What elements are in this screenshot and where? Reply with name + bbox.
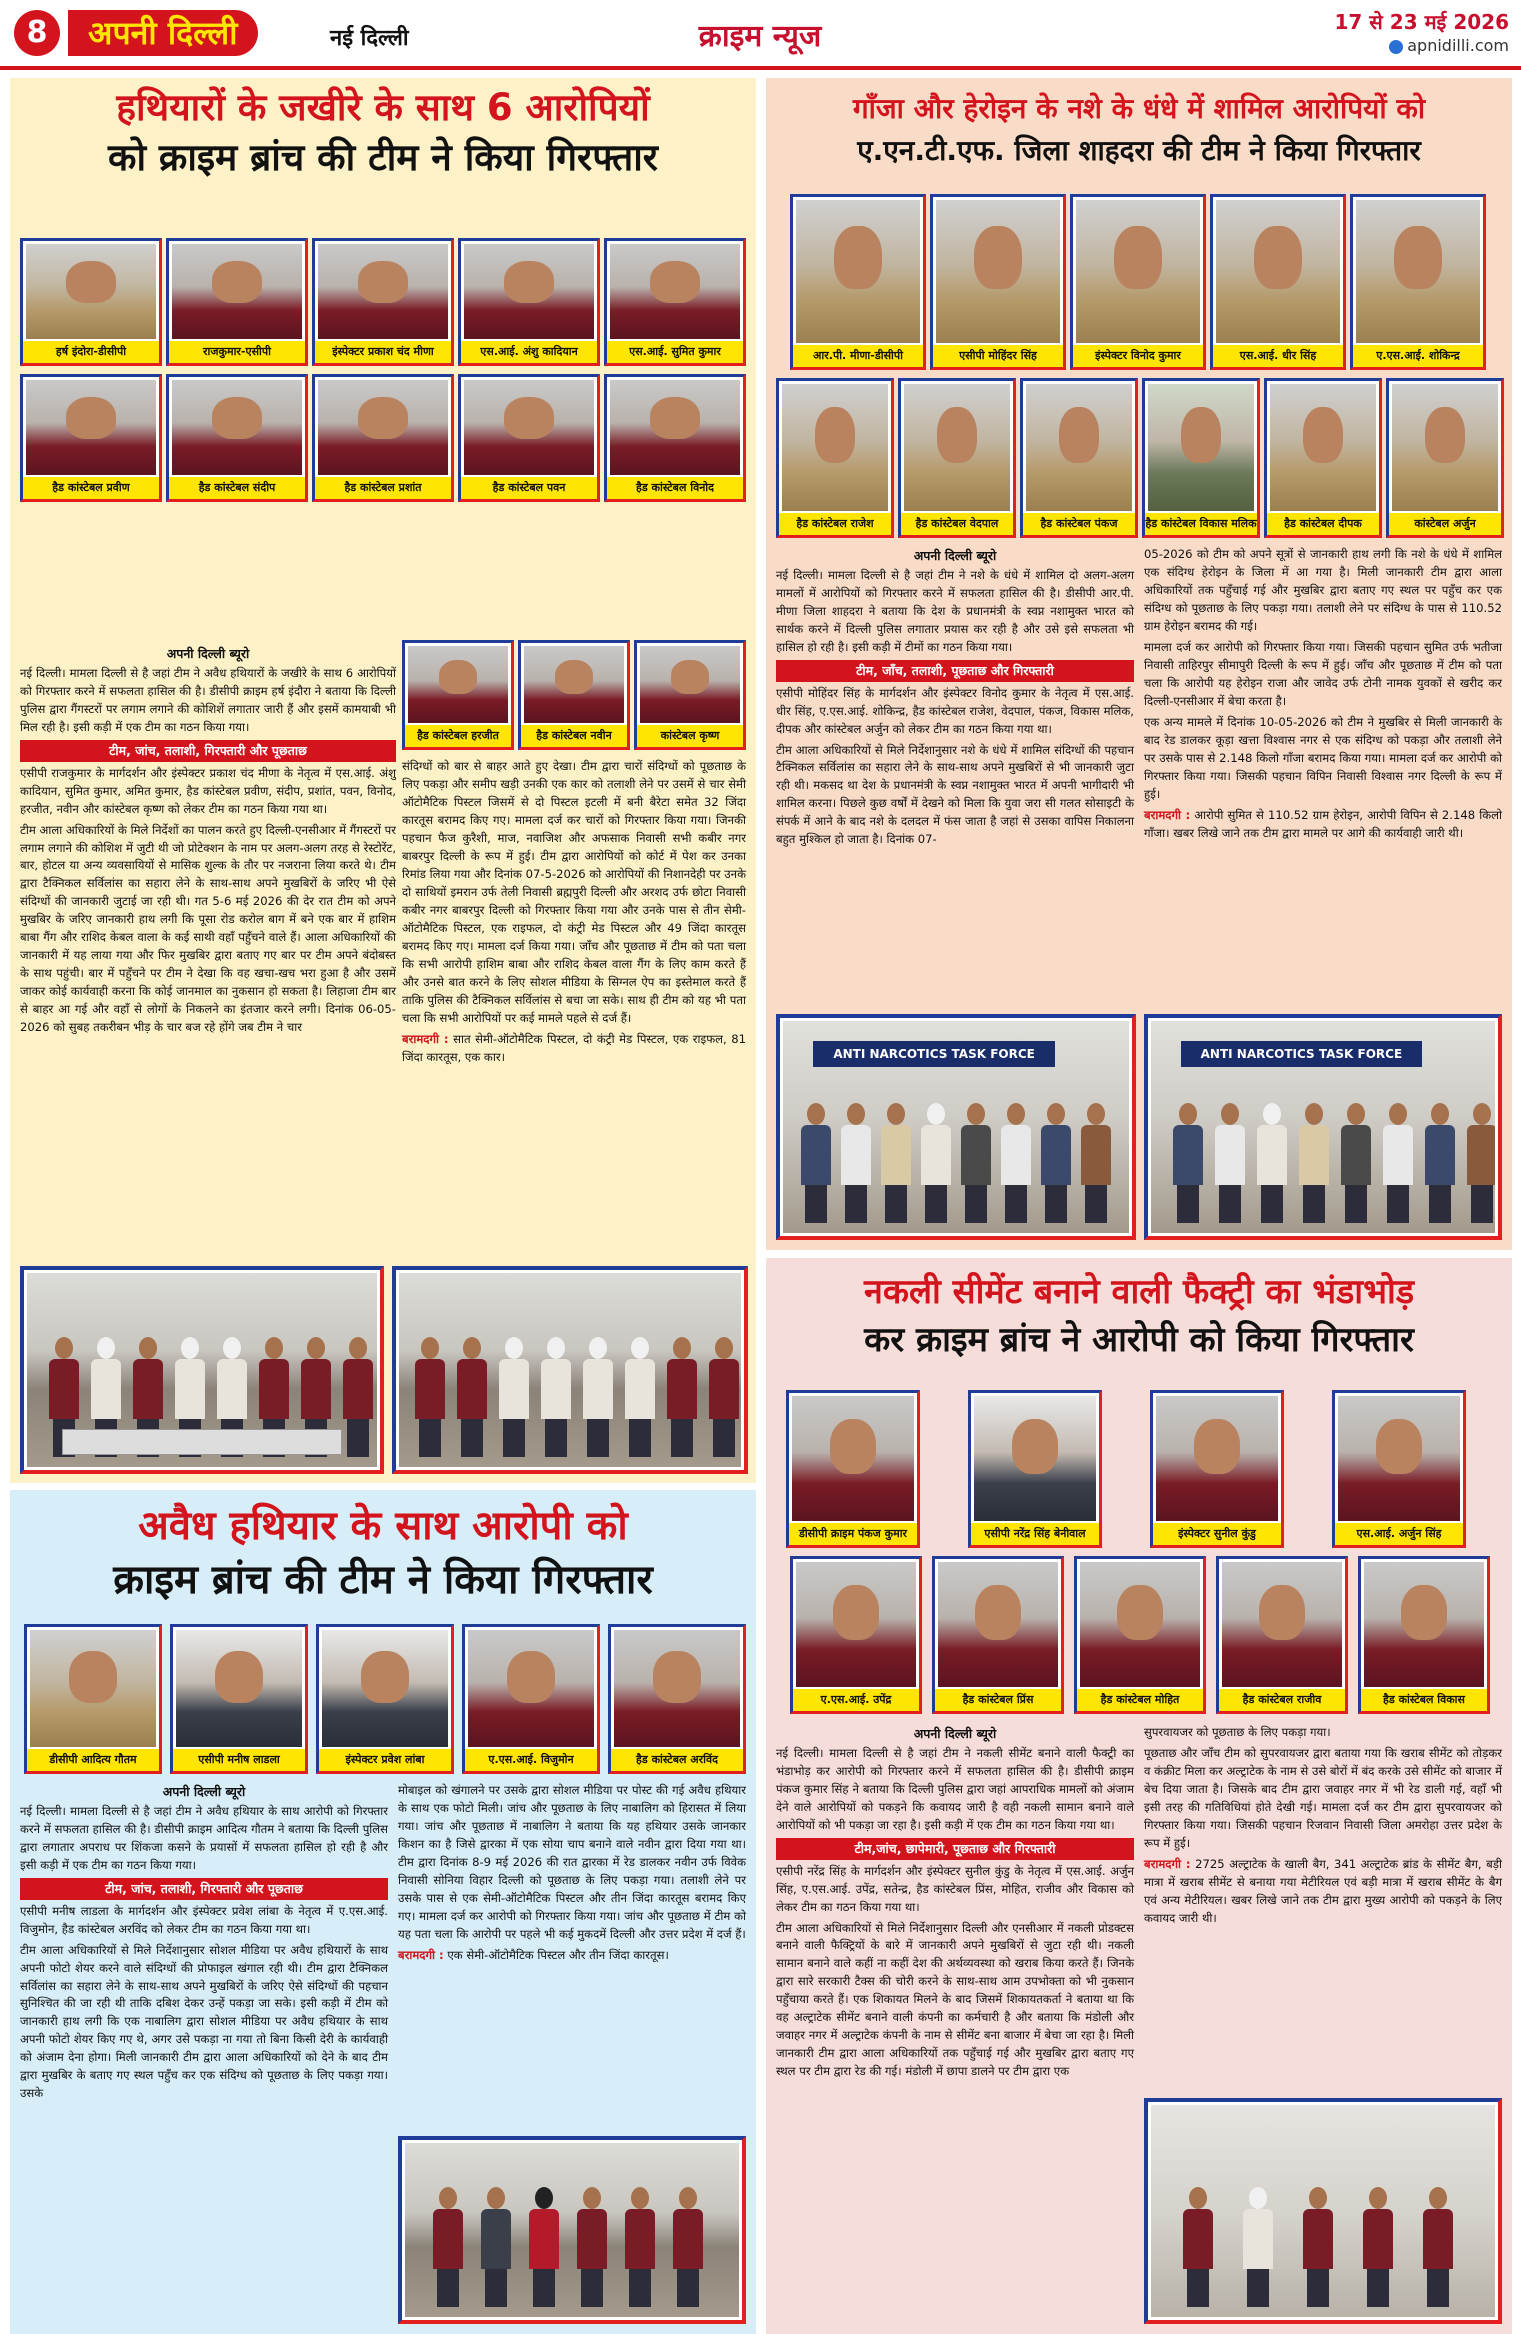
officer-photo — [518, 640, 630, 750]
story4-column2 — [1144, 1724, 1502, 1931]
story4-recovery-label: बरामदगी : — [1144, 1856, 1191, 1871]
story2-body4: मामला दर्ज कर आरोपी को गिरफ्तार किया गया। जिसकी पहचान सुमित उर्फ भतीजा निवासी ताहिरपुर सीमापुरी दिल्ली के रूप में हुई। जाँच और पूछताछ में टीम को पता चला कि आरोपी यह हेरोइन राजा और जावेद उर्फ टोनी नामक युवकों से खरीद कर दिल्ली-एनसीआर में बेचा करता है। — [1144, 639, 1502, 708]
officer-photo — [1216, 1556, 1348, 1714]
officer-photo — [1150, 1390, 1284, 1548]
officer-caption: एसीपी नरेंद्र सिंह बेनीवाल — [971, 1523, 1099, 1545]
officer-photo — [312, 238, 454, 366]
officer-caption: आर.पी. मीणा-डीसीपी — [793, 345, 923, 367]
officer-photo — [786, 1390, 920, 1548]
group-photo-image — [1151, 2105, 1495, 2317]
story3-subhead: टीम, जांच, तलाशी, गिरफ्तारी और पूछताछ — [20, 1878, 388, 1899]
officer-photo — [1358, 1556, 1490, 1714]
story2-body1: एसीपी मोहिंदर सिंह के मार्गदर्शन और इंस्पेक्टर विनोद कुमार के नेतृत्व में एस.आई. धीर सिंह, ए.एस.आई. शोकिन्द्र, हैड कांस्टेबल राजेश, वेदपाल, पंकज, विकास मलिक, दीपक और कांस्टेबल अर्जुन को लेकर टीम का गठन किया गया था। — [776, 685, 1134, 736]
story2-group-photo-right — [1144, 1014, 1502, 1240]
story2-headline-line1: गाँजा और हेरोइन के नशे के धंधे में शामिल आरोपियों को — [852, 92, 1426, 125]
officer-image — [1216, 200, 1340, 343]
story4-body3: सुपरवायजर को पूछताछ के लिए पकड़ा गया। — [1144, 1725, 1331, 1739]
officer-caption: हैड कांस्टेबल वेदपाल — [901, 513, 1013, 535]
officer-photo — [316, 1624, 454, 1774]
officer-photo — [790, 194, 926, 370]
officer-caption: हैड कांस्टेबल विकास मलिक — [1145, 513, 1257, 535]
story3-body1: एसीपी मनीष लाडला के मार्गदर्शन और इंस्पेक्टर प्रवेश लांबा के नेतृत्व में ए.एस.आई. विजुमोन, हैड कांस्टेबल अरविंद को लेकर टीम का गठन किया गया था। — [20, 1903, 388, 1936]
story2-recovery-label: बरामदगी : — [1144, 807, 1191, 822]
story2-officer-row1 — [790, 194, 1486, 370]
officer-caption: हैड कांस्टेबल संदीप — [169, 477, 305, 499]
story4-recovery — [1144, 1856, 1502, 1928]
officer-photo — [790, 1556, 922, 1714]
group-photo-image — [399, 1273, 741, 1467]
officer-image — [30, 1630, 156, 1747]
story2-recovery — [1144, 807, 1502, 843]
officer-caption: हर्ष इंदोरा-डीसीपी — [23, 341, 159, 363]
story3-body2: टीम आला अधिकारियों से मिले निर्देशानुसार सोशल मीडिया पर अवैध हथियारों के साथ अपनी फोटो शेयर करने वाले संदिग्धों की प्रोफाइल खंगाल रही थी। टीम द्वारा टैक्निकल सर्विलांस का सहारा लेने के साथ-साथ अपने मुखबिरों के जरिए ऐसे संदिग्धों की पहचान सुनिश्चित की जा रही थी ताकि दबिश देकर उन्हें पकड़ा जा सके। इसी कड़ी में टीम को जानकारी हाथ लगी कि एक नाबालिग द्वारा सोशल मीडिया पर अवैध हथियार के साथ अपनी फोटो शेयर किए गए थे, अगर उसे पकड़ा ना गया तो बिना किसी देरी के कार्यवाही को अंजाम देना होगा। मिली जानकारी टीम द्वारा आला अधिकारियों को देने के बाद टीम द्वारा मुखबिर के बताए गए स्थल पहुँच कर एक संदिग्ध को पूछताछ के लिए पकड़ा गया। उसके — [20, 1942, 388, 2101]
officer-image — [1392, 384, 1498, 511]
website-text: apnidilli.com — [1407, 36, 1509, 55]
officer-photo — [24, 1624, 162, 1774]
officer-image — [26, 244, 156, 339]
officer-photo — [932, 1556, 1064, 1714]
story1-intro: नई दिल्ली। मामला दिल्ली से है जहां टीम ने अवैध हथियारों के जखीरे के साथ 6 आरोपियों को गिरफ्तार करने में सफलता हासिल की है। डीसीपी क्राइम हर्ष इंदौरा ने बताया कि दिल्ली पुलिस द्वारा गैंगस्टरों पर लगाम लगाने की कोशिशें लगातार जारी हैं और इसमें कामयाबी भी मिल रही है। इसी कड़ी में एक टीम का गठन किया गया। — [20, 666, 396, 735]
story1-headline-line1: हथियारों के जखीरे के साथ 6 आरोपियों — [116, 86, 650, 129]
officer-photo — [604, 374, 746, 502]
officer-image — [524, 646, 624, 723]
officer-caption: हैड कांस्टेबल पंकज — [1023, 513, 1135, 535]
officer-caption: एस.आई. धीर सिंह — [1213, 345, 1343, 367]
officer-photo — [634, 640, 746, 750]
officer-image — [468, 1630, 594, 1747]
story2-recovery-text: आरोपी सुमित से 110.52 ग्राम हेरोइन, आरोपी विपिन से 2.148 किलो गाँजा। खबर लिखे जाने तक टीम द्वारा मामले पर आगे की कार्यवाही जारी थी। — [1144, 807, 1502, 840]
officer-caption: कांस्टेबल कृष्ण — [637, 725, 743, 747]
story-weapons-cache — [10, 78, 756, 1483]
story1-recovery-text: सात सेमी-ऑटोमैटिक पिस्टल, दो कंट्री मेड पिस्टल, एक राइफल, 81 जिंदा कारतूस, एक कार। — [402, 1031, 746, 1064]
officer-photo — [20, 374, 162, 502]
officer-caption: हैड कांस्टेबल राजीव — [1219, 1689, 1345, 1711]
officer-caption: इंस्पेक्टर विनोद कुमार — [1073, 345, 1203, 367]
story2-headline-line2: ए.एन.टी.एफ. जिला शाहदरा की टीम ने किया गिरफ्तार — [857, 134, 1421, 167]
story-antf-drugs — [766, 78, 1512, 1250]
issue-date: 17 से 23 मई 2026 — [1334, 10, 1509, 34]
officer-photo — [1350, 194, 1486, 370]
officer-photo — [170, 1624, 308, 1774]
officer-image — [318, 380, 448, 475]
story1-body2: टीम आला अधिकारियों के मिले निर्देशों का पालन करते हुए दिल्ली-एनसीआर में गैंगस्टरों पर लगाम लगाने की कोशिश में जुटी थी जो प्रोटेक्शन के नाम पर अलग-अलग तरह से रेस्टोरेंट, बार, होटल या अन्य व्यवसायियों से मासिक शुल्क के तौर पर नजराना लिया करते थे। टीम द्वारा टैक्निकल सर्विलांस का सहारा लेने के साथ-साथ अपने मुखबिरों के जरिए भी ऐसे संदिग्धों की जानकारी जुटाई जा रही थी। गत 5-6 मई 2026 की देर रात टीम को अपने मुखबिर के जरिए जानकारी हाथ लगी कि पूसा रोड करोल बाग में बने एक बार में हाशिम बाबा गैंग और राशिद केबल वाला के कई साथी वहाँ पहुँचने वाले हैं। आला अधिकारियों की जानकारी में यह लाया गया और फिर मुखबिर द्वारा बताए गए बार पर टीम अपने बंदोबस्त के साथ पहुंची। बार में पहुँचने पर टीम ने देखा कि वह खचा-खच भरा हुआ है और उसमें जाकर कोई कार्यवाही करना कि कोई जानमाल का नुकसान हो सकता है। लिहाजा टीम बार से बाहर आ गई और वहाँ से लोगों के निकलने का इंतजार करने लगी। दिनांक 06-05-2026 को सुबह तकरीबन भीड़ के चार बज रहे होंगे जब टीम ने चार — [20, 822, 396, 1035]
officer-photo — [1264, 378, 1382, 538]
story3-column2 — [398, 1782, 746, 1968]
officer-caption: एस.आई. सुमित कुमार — [607, 341, 743, 363]
story3-officer-row — [24, 1624, 746, 1774]
officer-image — [1076, 200, 1200, 343]
story2-officer-row2 — [776, 378, 1504, 538]
story1-officer-row3 — [402, 640, 746, 750]
story2-body2: टीम आला अधिकारियों से मिले निर्देशानुसार नशे के धंधे में शामिल संदिग्धों की पहचान टैक्निकल सर्विलांस का सहारा लेने के साथ-साथ अपने मुखबिरों से भी जानकारी जुटा रही थी। मकसद था देश के प्रधानमंत्री के स्वप्न नशामुक्त भारत में अपनी भागीदारी भी शामिल करना। पिछले कुछ वर्षों में देखने को मिला कि युवा जरा सी गलत सोसाइटी के संपर्क में आने के बाद नशे के दलदल में फंस जाता है जहां से उसका वापिस निकालना बहुत मुश्किल हो जाता है। दिनांक 07- — [776, 742, 1134, 847]
officer-image — [318, 244, 448, 339]
officer-caption: डीसीपी आदित्य गौतम — [27, 1749, 159, 1771]
story4-body4: पूछताछ और जाँच टीम को सुपरवायजर द्वारा बताया गया कि खराब सीमेंट को तोड़कर व कंक्रीट मिला कर अल्ट्राटेक के नाम से उसे बोरों में बंद करके उसे सीमेंट को बाजार में बेच दिया जाता है। जिसके बाद टीम द्वारा जवाहर नगर में भी रेड डाली गई, वहाँ भी इसी तरह की गतिविधियां होते देखी गई। मामला दर्ज कर टीम द्वारा सुपरवायजर को गिरफ्तार किया गया। जिसकी पहचान रिजवान निवासी जिला अमरोहा उत्तर प्रदेश के रूप में हुई। — [1144, 1745, 1502, 1850]
story1-officer-row1 — [20, 238, 746, 366]
officer-image — [1270, 384, 1376, 511]
officer-caption: कांस्टेबल अर्जुन — [1389, 513, 1501, 535]
story4-headline-line2: कर क्राइम ब्रांच ने आरोपी को किया गिरफ्तार — [864, 1320, 1414, 1360]
officer-image — [782, 384, 888, 511]
officer-image — [172, 380, 302, 475]
officer-caption: हैड कांस्टेबल प्रशांत — [315, 477, 451, 499]
officer-caption: हैड कांस्टेबल पवन — [461, 477, 597, 499]
officer-caption: डीसीपी क्राइम पंकज कुमार — [789, 1523, 917, 1545]
story2-group-photo-left — [776, 1014, 1136, 1240]
story4-byline: अपनी दिल्ली ब्यूरो — [913, 1726, 997, 1741]
officer-caption: हैड कांस्टेबल नवीन — [521, 725, 627, 747]
officer-photo — [166, 238, 308, 366]
officer-photo — [166, 374, 308, 502]
officer-caption: इंस्पेक्टर सुनील कुंडु — [1153, 1523, 1281, 1545]
group-photo-image — [27, 1273, 377, 1467]
officer-caption: हैड कांस्टेबल प्रवीण — [23, 477, 159, 499]
story4-officer-row1 — [786, 1390, 1466, 1548]
officer-caption: हैड कांस्टेबल विनोद — [607, 477, 743, 499]
story3-recovery-text: एक सेमी-ऑटोमैटिक पिस्टल और तीन जिंदा कारतूस। — [447, 1947, 669, 1962]
officer-photo — [1332, 1390, 1466, 1548]
officer-photo — [458, 238, 600, 366]
story4-recovery-text: 2725 अल्ट्राटेक के खाली बैग, 341 अल्ट्राटेक ब्रांड के सीमेंट बैग, बड़ी मात्रा में खराब सीमेंट से बनाया गया मेटीरियल एवं बड़ी मात्रा में खराब सीमेंट के बैग एवं अन्य मेटीरियल। खबर लिखे जाने तक टीम द्वारा मुख्य आरोपी को पकड़ने के लिए कवायद जारी थी। — [1144, 1856, 1502, 1925]
officer-photo — [1020, 378, 1138, 538]
story4-intro: नई दिल्ली। मामला दिल्ली से है जहां टीम ने नकली सीमेंट बनाने वाली फैक्ट्री का भंडाभोड़ कर आरोपी को गिरफ्तार करने में सफलता हासिल की है। डीसीपी क्राइम पंकज कुमार सिंह ने बताया कि दिल्ली पुलिस द्वारा जहां आपराधिक मामलों को अंजाम देने वाले आरोपियों को पकड़ने कि कवायद जारी है वही नकली सामान बनाने वाले आरोपियों को भी पकड़ा जा रहा है। इसी कड़ी में एक टीम का गठन किया गया था। — [776, 1746, 1134, 1833]
city-label: नई दिल्ली — [330, 26, 409, 51]
officer-photo — [1142, 378, 1260, 538]
officer-image — [610, 244, 740, 339]
officer-image — [614, 1630, 740, 1747]
category-label: क्राइम न्यूज — [698, 19, 822, 54]
officer-image — [172, 244, 302, 339]
story3-recovery — [398, 1947, 746, 1965]
story1-recovery-label: बरामदगी : — [402, 1031, 449, 1046]
globe-icon — [1389, 40, 1403, 54]
story1-body3: संदिग्धों को बार से बाहर आते हुए देखा। टीम द्वारा चारों संदिग्धों को पूछताछ के लिए पकड़ा और समीप खड़ी उनकी एक कार को तलाशी लेने पर उसमें से चार सेमी ऑटोमैटिक पिस्टल जिसमें से दो पिस्टल इटली में बनी बैरेटा समेत 32 जिंदा कारतूस बरामद किए गए। मामला दर्ज कर चारों को गिरफ्तार किया गया। जिनकी पहचान फैज कुरैशी, माज, नवाजिश और अफसाक निवासी सभी कबीर नगर बाबरपुर दिल्ली के रूप में हुई। टीम द्वारा आरोपियों को कोर्ट में पेश कर उनका रिमांड लिया गया और दिनांक 07-5-2026 को आरोपियों की निशानदेही पर उनके दो साथियों इमरान उर्फ तेली निवासी ब्रह्मपुरी दिल्ली और अरशद उर्फ छोटा निवासी कबीर नगर बाबरपुर दिल्ली को गिरफ्तार किया गया और उनके पास से तीन सेमी-ऑटोमैटिक पिस्टल, एक राइफल, दो कंट्री मेड पिस्टल और 49 जिंदा कारतूस बरामद किए गए। मामला दर्ज किया गया। जाँच और पूछताछ में टीम को पता चला कि सभी आरोपी हाशिम बाबा और राशिद केबल वाला गैंग के लिए काम करते हैं और उनसे बात करने के लिए सोशल मीडिया के सिग्नल ऐप का इस्तेमाल करते हैं ताकि पुलिस की टैक्निकल सर्विलांस से बचा जा सके। साथ ही टीम को यह भी पता चला कि सभी आरोपियों पर कई मामले पहले से दर्ज हैं। — [402, 759, 746, 1025]
officer-image — [796, 200, 920, 343]
officer-image — [1222, 1562, 1342, 1687]
story1-column2 — [402, 758, 746, 1069]
officer-image — [408, 646, 508, 723]
antf-banner: ANTI NARCOTICS TASK FORCE — [813, 1041, 1055, 1067]
officer-caption: इंस्पेक्टर प्रकाश चंद मीणा — [315, 341, 451, 363]
officer-image — [26, 380, 156, 475]
section-name: अपनी दिल्ली — [68, 10, 258, 56]
story1-column1 — [20, 644, 396, 1040]
officer-caption: ए.एस.आई. शोकिन्द्र — [1353, 345, 1483, 367]
officer-photo — [458, 374, 600, 502]
officer-photo — [462, 1624, 600, 1774]
page-number: 8 — [14, 10, 60, 56]
officer-image — [1356, 200, 1480, 343]
antf-banner: ANTI NARCOTICS TASK FORCE — [1181, 1041, 1422, 1067]
story2-body5: एक अन्य मामले में दिनांक 10-05-2026 को टीम ने मुखबिर से मिली जानकारी के बाद रेड डालकर कूड़ा खत्ता विश्वास नगर से एक संदिग्ध को पकड़ा और तलाशी लेने पर उसके पास से 2.148 किलो गाँजा बरामद किया गया। मामला दर्ज कर आरोपी को गिरफ्तार किया गया। जिसकी पहचान विपिन निवासी विश्वास नगर दिल्ली के रूप में हुई। — [1144, 714, 1502, 801]
group-photo-image — [783, 1021, 1129, 1233]
story2-byline: अपनी दिल्ली ब्यूरो — [913, 548, 997, 563]
story3-headline-line1: अवैध हथियार के साथ आरोपी को — [138, 1503, 628, 1549]
officer-image — [974, 1396, 1096, 1521]
officer-image — [464, 380, 594, 475]
story2-body3: 05-2026 को टीम को अपने सूत्रों से जानकारी हाथ लगी कि नशे के धंधे में शामिल एक संदिग्ध हेरोइन के जिला में आ गया है। मिली जानकारी टीम द्वारा आला अधिकारियों तक पहुँचाई गई और मुखबिर द्वारा बताए गए स्थल पर पहुँच कर एक संदिग्ध को पूछताछ के लिए पकड़ा गया। तलाशी लेने पर संदिग्ध के पास से 110.52 ग्राम हेरोइन बरामद की गई। — [1144, 547, 1502, 633]
officer-caption: हैड कांस्टेबल मोहित — [1077, 1689, 1203, 1711]
officer-image — [936, 200, 1060, 343]
story4-body1: एसीपी नरेंद्र सिंह के मार्गदर्शन और इंस्पेक्टर सुनील कुंडु के नेतृत्व में एस.आई. अर्जुन सिंह, ए.एस.आई. उपेंद्र, सतेन्द्र, हैड कांस्टेबल प्रिंस, मोहित, राजीव और विकास को लेकर टीम का गठन किया गया था। — [776, 1863, 1134, 1914]
story4-headline-line1: नकली सीमेंट बनाने वाली फैक्ट्री का भंडाभोड़ — [863, 1272, 1415, 1312]
officer-image — [1364, 1562, 1484, 1687]
officer-caption: राजकुमार-एसीपी — [169, 341, 305, 363]
officer-caption: एस.आई. अंशु कादियान — [461, 341, 597, 363]
story2-subhead: टीम, जाँच, तलाशी, पूछताछ और गिरफ्तारी — [776, 660, 1134, 681]
officer-image — [610, 380, 740, 475]
officer-caption: हैड कांस्टेबल राजेश — [779, 513, 891, 535]
officer-photo — [604, 238, 746, 366]
officer-caption: हैड कांस्टेबल हरजीत — [405, 725, 511, 747]
masthead — [0, 0, 1521, 70]
officer-image — [796, 1562, 916, 1687]
website-link[interactable] — [1389, 36, 1509, 55]
story1-group-photo-right — [392, 1266, 748, 1474]
story4-officer-row2 — [790, 1556, 1490, 1714]
officer-caption: ए.एस.आई. विजुमोन — [465, 1749, 597, 1771]
story4-column1 — [776, 1724, 1134, 2084]
officer-photo — [898, 378, 1016, 538]
story3-headline-line2: क्राइम ब्रांच की टीम ने किया गिरफ्तार — [113, 1557, 653, 1603]
story2-column1 — [776, 546, 1134, 852]
officer-photo — [312, 374, 454, 502]
group-photo-image — [405, 2143, 739, 2317]
officer-caption: इंस्पेक्टर प्रवेश लांबा — [319, 1749, 451, 1771]
story4-group-photo — [1144, 2098, 1502, 2324]
officer-image — [176, 1630, 302, 1747]
group-photo-image — [1151, 1021, 1495, 1233]
story1-recovery — [402, 1031, 746, 1067]
officer-photo — [20, 238, 162, 366]
officer-image — [1156, 1396, 1278, 1521]
story1-body1: एसीपी राजकुमार के मार्गदर्शन और इंस्पेक्टर प्रकाश चंद मीणा के नेतृत्व में एस.आई. अंशु कादियान, सुमित कुमार, अमित कुमार, हैड कांस्टेबल प्रवीण, संदीप, प्रशांत, पवन, विनोद, हरजीत, नवीन और कांस्टेबल कृष्ण को लेकर टीम का गठन किया गया था। — [20, 765, 396, 816]
officer-photo — [1070, 194, 1206, 370]
story4-body2: टीम आला अधिकारियों से मिले निर्देशानुसार दिल्ली और एनसीआर में नकली प्रोडक्टस बनाने वाली फैक्ट्रियों के बारे में जानकारी अपने मुखबिरों से जुटा रही थी। नकली सामान बनाने वाले कहीं ना कहीं देश की अर्थव्यवस्था को खराब किया करते हैं। जिनके द्वारा सारे सरकारी टैक्स की चोरी करने के साथ-साथ आम उपभोक्ता को भी नुकसान पहुँचाया करते हैं। एक शिकायत मिलने के बाद जिसमें शिकायतकर्ता ने बताया था कि वह अल्ट्राटेक सीमेंट बनाने वाली कंपनी का कर्मचारी है और बताया कि मंडोली और जवाहर नगर में अल्ट्राटेक कंपनी के नाम से सीमेंट बना बाजार में बेचा जा रहा है। मिली जानकारी टीम द्वारा आला अधिकारियों तक पहुँचाई गई और मुखबिर द्वारा बताए गए स्थल पर टीम द्वारा रेड की गई। मंडोली में छापा डालने पर टीम द्वारा एक — [776, 1920, 1134, 2079]
story3-recovery-label: बरामदगी : — [398, 1947, 444, 1962]
officer-caption: एसीपी मोहिंदर सिंह — [933, 345, 1063, 367]
officer-photo — [930, 194, 1066, 370]
officer-caption: एसीपी मनीष लाडला — [173, 1749, 305, 1771]
officer-photo — [1074, 1556, 1206, 1714]
officer-image — [322, 1630, 448, 1747]
officer-caption: एस.आई. अर्जुन सिंह — [1335, 1523, 1463, 1545]
officer-caption: हैड कांस्टेबल प्रिंस — [935, 1689, 1061, 1711]
officer-caption: हैड कांस्टेबल दीपक — [1267, 513, 1379, 535]
officer-image — [792, 1396, 914, 1521]
story3-group-photo — [398, 2136, 746, 2324]
officer-photo — [1210, 194, 1346, 370]
story1-group-photo-left — [20, 1266, 384, 1474]
story3-byline: अपनी दिल्ली ब्यूरो — [162, 1784, 246, 1799]
story1-subhead: टीम, जांच, तलाशी, गिरफ्तारी और पूछताछ — [20, 740, 396, 761]
story3-intro: नई दिल्ली। मामला दिल्ली से है जहां टीम ने अवैध हथियार के साथ आरोपी को गिरफ्तार करने में सफलता हासिल की है। डीसीपी क्राइम आदित्य गौतम ने बताया कि दिल्ली पुलिस द्वारा लगातार अपराध पर शिंकजा कसने के प्रयासों में सफलता हासिल हो रही है और इसी कड़ी में एक टीम का गठन किया गया। — [20, 1804, 388, 1873]
story4-subhead: टीम,जांच, छापेमारी, पूछताछ और गिरफ्तारी — [776, 1838, 1134, 1859]
story3-body3: मोबाइल को खंगालने पर उसके द्वारा सोशल मीडिया पर पोस्ट की गई अवैध हथियार के साथ एक फोटो मिली। जांच और पूछताछ के लिए नाबालिग को हिरासत में लिया गया। जांच और पूछताछ में नाबालिग ने बताया कि यह हथियार उसके जानकार किशन का है जिसे द्वारका में एक सोया चाप बनाने वाले नवीन द्वारा दिया गया था। टीम द्वारा दिनांक 8-9 मई 2026 की रात द्वारका में रेड डालकर नवीन उर्फ विवेक निवासी सोनिया विहार दिल्ली को पूछताछ के लिए पकड़ा गया। तलाशी लेने पर उसके पास से एक सेमी-ऑटोमैटिक पिस्टल और तीन जिंदा कारतूस बरामद किए गए। मामला दर्ज कर आरोपी को गिरफ्तार किया गया। जांच और पूछताछ में टीम को यह पता चला कि आरोपी पर पहले भी कई मुकदमें दिल्ली और उत्तर प्रदेश में दर्ज हैं। — [398, 1783, 746, 1941]
officer-caption: ए.एस.आई. उपेंद्र — [793, 1689, 919, 1711]
story2-column2 — [1144, 546, 1502, 846]
story1-officer-row2 — [20, 374, 746, 502]
officer-image — [464, 244, 594, 339]
officer-photo — [1386, 378, 1504, 538]
officer-photo — [776, 378, 894, 538]
officer-image — [1080, 1562, 1200, 1687]
officer-image — [1338, 1396, 1460, 1521]
story1-headline-line2: को क्राइम ब्रांच की टीम ने किया गिरफ्तार — [108, 136, 658, 179]
story2-intro: नई दिल्ली। मामला दिल्ली से है जहां टीम ने नशे के धंधे में शामिल दो अलग-अलग मामलों में आरोपियों को गिरफ्तार करने में सफलता हासिल की है। डीसीपी आर.पी. मीणा जिला शाहदरा ने बताया कि देश के प्रधानमंत्री के स्वप्न नशामुक्त भारत को सार्थक करने में दिल्ली पुलिस लगातार प्रयास कर रही है और उसे इसे सफलता भी हासिल हो रही है। इसी कड़ी में टीमों का गठन किया गया। — [776, 568, 1134, 655]
officer-caption: हैड कांस्टेबल विकास — [1361, 1689, 1487, 1711]
officer-caption: हैड कांस्टेबल अरविंद — [611, 1749, 743, 1771]
officer-photo — [968, 1390, 1102, 1548]
officer-photo — [608, 1624, 746, 1774]
officer-photo — [402, 640, 514, 750]
story-illegal-weapon — [10, 1490, 756, 2334]
story3-column1 — [20, 1782, 388, 2106]
officer-image — [640, 646, 740, 723]
story1-byline: अपनी दिल्ली ब्यूरो — [166, 646, 250, 661]
officer-image — [938, 1562, 1058, 1687]
story-fake-cement — [766, 1258, 1512, 2334]
officer-image — [904, 384, 1010, 511]
officer-image — [1148, 384, 1254, 511]
officer-image — [1026, 384, 1132, 511]
